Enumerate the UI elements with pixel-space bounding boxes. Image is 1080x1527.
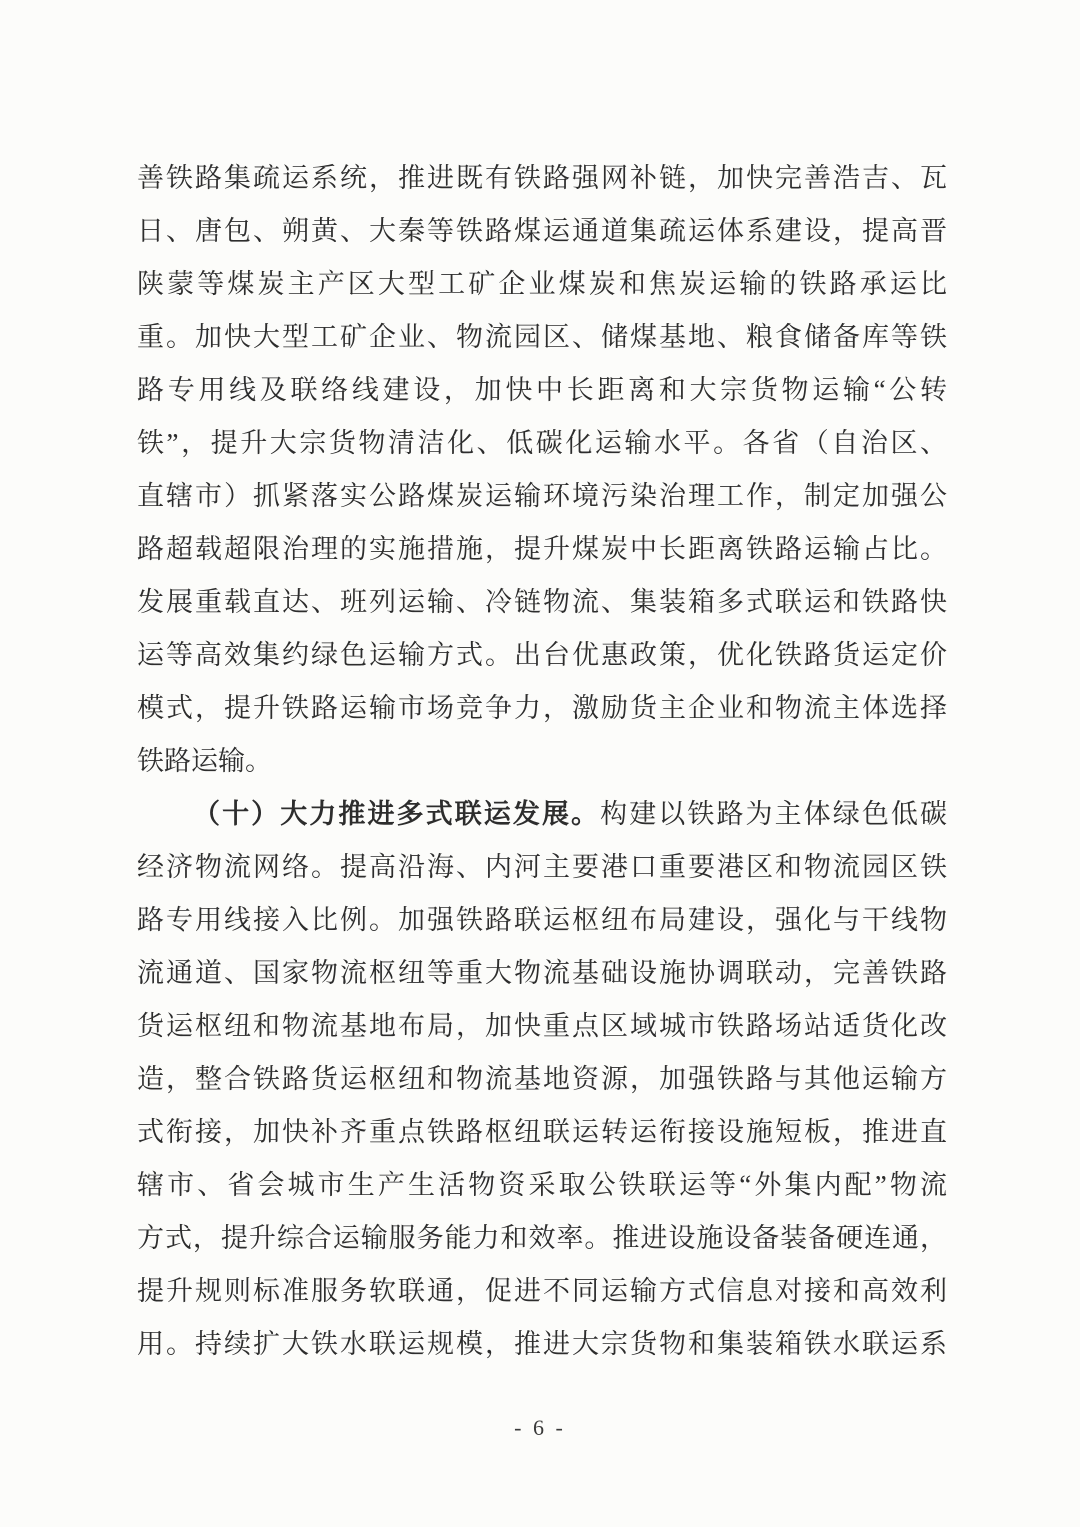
text-line: 造，整合铁路货运枢纽和物流基地资源，加强铁路与其他运输方: [137, 1064, 947, 1094]
text-line: 辖市、省会城市生产生活物资采取公铁联运等“外集内配”物流: [137, 1170, 947, 1200]
text-line: 用。持续扩大铁水联运规模，推进大宗货物和集装箱铁水联运系: [137, 1329, 947, 1359]
text-line: 陕蒙等煤炭主产区大型工矿企业煤炭和焦炭运输的铁路承运比: [137, 269, 947, 299]
text-line: 流通道、国家物流枢纽等重大物流基础设施协调联动，完善铁路: [137, 958, 947, 988]
heading-line-rest: 构建以铁路为主体绿色低碳: [600, 799, 948, 829]
text-line: [137, 788, 947, 841]
text-line: 铁”，提升大宗货物清洁化、低碳化运输水平。各省（自治区、: [137, 428, 947, 458]
text-line: 日、唐包、朔黄、大秦等铁路煤运通道集疏运体系建设，提高晋: [137, 216, 947, 246]
text-line: 式衔接，加快补齐重点铁路枢纽联运转运衔接设施短板，推进直: [137, 1117, 947, 1147]
text-line: 提升规则标准服务软联通，促进不同运输方式信息对接和高效利: [137, 1276, 947, 1306]
text-line: 路超载超限治理的实施措施，提升煤炭中长距离铁路运输占比。: [137, 534, 947, 564]
text-line: 经济物流网络。提高沿海、内河主要港口重要港区和物流园区铁: [137, 852, 947, 882]
text-line: 重。加快大型工矿企业、物流园区、储煤基地、粮食储备库等铁: [137, 322, 947, 352]
page-number: - 6 -: [514, 1415, 566, 1440]
text-line: 善铁路集疏运系统，推进既有铁路强网补链，加快完善浩吉、瓦: [137, 163, 947, 193]
text-line: 模式，提升铁路运输市场竞争力，激励货主企业和物流主体选择: [137, 693, 947, 723]
text-line: 货运枢纽和物流基地布局，加快重点区域城市铁路场站适货化改: [137, 1011, 947, 1041]
text-line: 方式，提升综合运输服务能力和效率。推进设施设备装备硬连通，: [137, 1223, 947, 1253]
text-line: 路专用线及联络线建设，加快中长距离和大宗货物运输“公转: [137, 375, 947, 405]
text-line: 运等高效集约绿色运输方式。出台优惠政策，优化铁路货运定价: [137, 640, 947, 670]
text-line: 铁路运输。: [137, 746, 272, 776]
text-block: [137, 152, 947, 1371]
text-line: 直辖市）抓紧落实公路煤炭运输环境污染治理工作，制定加强公: [137, 481, 947, 511]
text-line: 路专用线接入比例。加强铁路联运枢纽布局建设，强化与干线物: [137, 905, 947, 935]
section-heading: （十）大力推进多式联运发展。: [193, 799, 601, 829]
text-line: 发展重载直达、班列运输、冷链物流、集装箱多式联运和铁路快: [137, 587, 947, 617]
